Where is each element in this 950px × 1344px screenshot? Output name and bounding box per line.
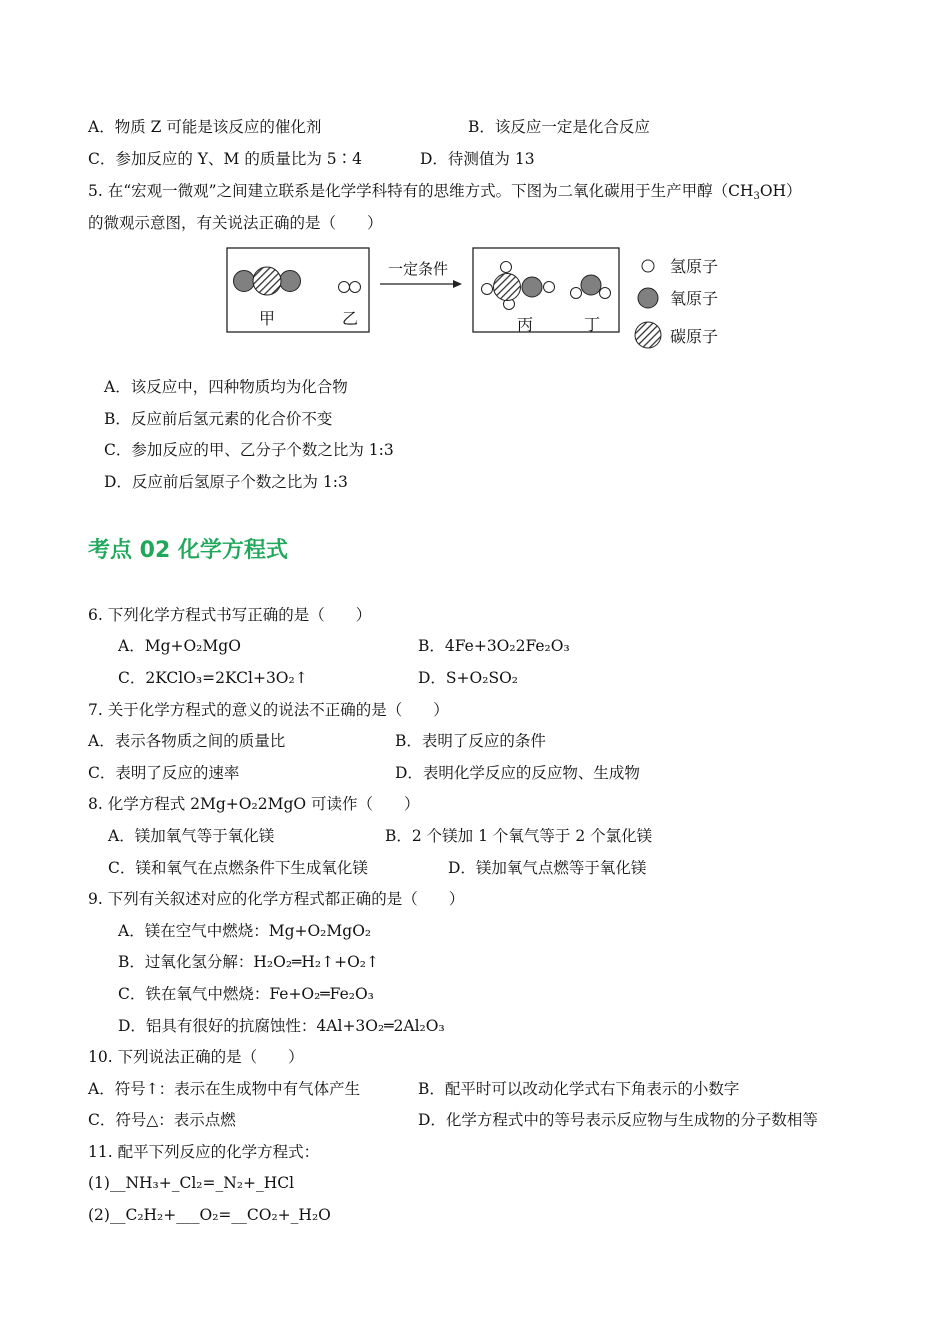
oxygen-atom-icon	[280, 271, 301, 292]
q5-stem-line1-post: OH）	[759, 182, 802, 200]
q5-option-c: C．参加反应的甲、乙分子个数之比为 1:3	[104, 441, 394, 459]
q7-stem: 7. 关于化学方程式的意义的说法不正确的是（ ）	[88, 701, 449, 719]
q9-option-d: D．铝具有很好的抗腐蚀性：4Al+3O₂═2Al₂O₃	[118, 1017, 445, 1035]
hydrogen-atom-icon	[600, 288, 611, 299]
section-title: 考点 02 化学方程式	[88, 538, 288, 563]
q5-molecule-diagram	[222, 244, 732, 354]
hydrogen-atom-icon	[350, 282, 361, 293]
oxygen-atom-icon	[522, 277, 542, 297]
q5-stem-line1-sub: 3	[753, 191, 760, 202]
legend-carbon-label: 碳原子	[670, 327, 719, 346]
q5-stem-line1-pre: 5. 在“宏观一微观”之间建立联系是化学学科特有的思维方式。下图为二氧化碳用于生产甲醇（CH	[88, 182, 754, 200]
q6-option-c: C．2KClO₃=2KCl+3O₂↑	[118, 669, 308, 687]
q5-option-b: B．反应前后氢元素的化合价不变	[104, 410, 333, 428]
label-ding: 丁	[583, 315, 601, 334]
q6-option-d: D．S+O₂SO₂	[418, 669, 518, 687]
label-bing: 丙	[516, 315, 534, 334]
hydrogen-atom-icon	[571, 288, 582, 299]
oxygen-atom-icon	[234, 271, 255, 292]
q4-option-a: A．物质 Z 可能是该反应的催化剂	[88, 118, 322, 136]
q6-option-a: A．Mg+O₂MgO	[118, 637, 241, 655]
q5-stem-line2: 的微观示意图，有关说法正确的是（ ）	[88, 214, 383, 232]
q7-option-d: D．表明化学反应的反应物、生成物	[395, 764, 640, 782]
q11-equation-2: (2)__C₂H₂+___O₂=__CO₂+_H₂O	[88, 1206, 331, 1224]
label-jia: 甲	[258, 309, 276, 328]
q7-option-b: B．表明了反应的条件	[395, 732, 546, 750]
hydrogen-atom-icon	[501, 262, 512, 273]
hydrogen-atom-icon	[482, 284, 493, 295]
q4-option-d: D．待测值为 13	[420, 150, 535, 168]
q8-option-d: D．镁加氧气点燃等于氧化镁	[448, 859, 647, 877]
q7-option-a: A．表示各物质之间的质量比	[88, 732, 286, 750]
q5-stem-line1	[88, 181, 802, 201]
legend-oxygen-icon	[638, 288, 658, 308]
q11-stem: 11. 配平下列反应的化学方程式：	[88, 1143, 320, 1161]
q9-option-a: A．镁在空气中燃烧：Mg+O₂MgO₂	[118, 922, 372, 940]
carbon-atom-icon	[494, 274, 521, 301]
q8-option-a: A．镁加氧气等于氧化镁	[108, 827, 275, 845]
q10-stem: 10. 下列说法正确的是（ ）	[88, 1048, 304, 1066]
q10-option-d: D．化学方程式中的等号表示反应物与生成物的分子数相等	[418, 1111, 818, 1129]
q8-stem: 8. 化学方程式 2Mg+O₂2MgO 可读作（ ）	[88, 795, 420, 813]
q10-option-c: C．符号△：表示点燃	[88, 1111, 236, 1129]
carbon-atom-icon	[253, 267, 281, 295]
q6-option-b: B．4Fe+3O₂2Fe₂O₃	[418, 637, 570, 655]
q11-equation-1: (1)__NH₃+_Cl₂=_N₂+_HCl	[88, 1174, 295, 1192]
arrow-head-icon	[453, 280, 462, 288]
hydrogen-atom-icon	[544, 282, 555, 293]
hydrogen-atom-icon	[339, 282, 350, 293]
legend-hydrogen-icon	[642, 260, 654, 272]
legend-carbon-icon	[635, 322, 661, 348]
q8-option-c: C．镁和氧气在点燃条件下生成氧化镁	[108, 859, 368, 877]
q4-option-c: C．参加反应的 Y、M 的质量比为 5∶4	[88, 150, 362, 168]
q9-stem: 9. 下列有关叙述对应的化学方程式都正确的是（ ）	[88, 890, 465, 908]
reaction-condition: 一定条件	[387, 260, 449, 278]
q7-option-c: C．表明了反应的速率	[88, 764, 240, 782]
label-yi: 乙	[341, 309, 359, 328]
legend-hydrogen-label: 氢原子	[670, 257, 719, 276]
q6-stem: 6. 下列化学方程式书写正确的是（ ）	[88, 606, 372, 624]
q9-option-c: C．铁在氧气中燃烧：Fe+O₂═Fe₂O₃	[118, 985, 374, 1003]
legend-oxygen-label: 氧原子	[670, 289, 719, 308]
q9-option-b: B．过氧化氢分解：H₂O₂═H₂↑+O₂↑	[118, 953, 379, 971]
q8-option-b: B．2 个镁加 1 个氧气等于 2 个氯化镁	[385, 827, 653, 845]
q5-option-a: A．该反应中，四种物质均为化合物	[104, 378, 348, 396]
q10-option-b: B．配平时可以改动化学式右下角表示的小数字	[418, 1080, 740, 1098]
q5-option-d: D．反应前后氢原子个数之比为 1:3	[104, 473, 348, 491]
oxygen-atom-icon	[581, 275, 601, 295]
q10-option-a: A．符号↑：表示在生成物中有气体产生	[88, 1080, 361, 1098]
q4-option-b: B．该反应一定是化合反应	[468, 118, 650, 136]
